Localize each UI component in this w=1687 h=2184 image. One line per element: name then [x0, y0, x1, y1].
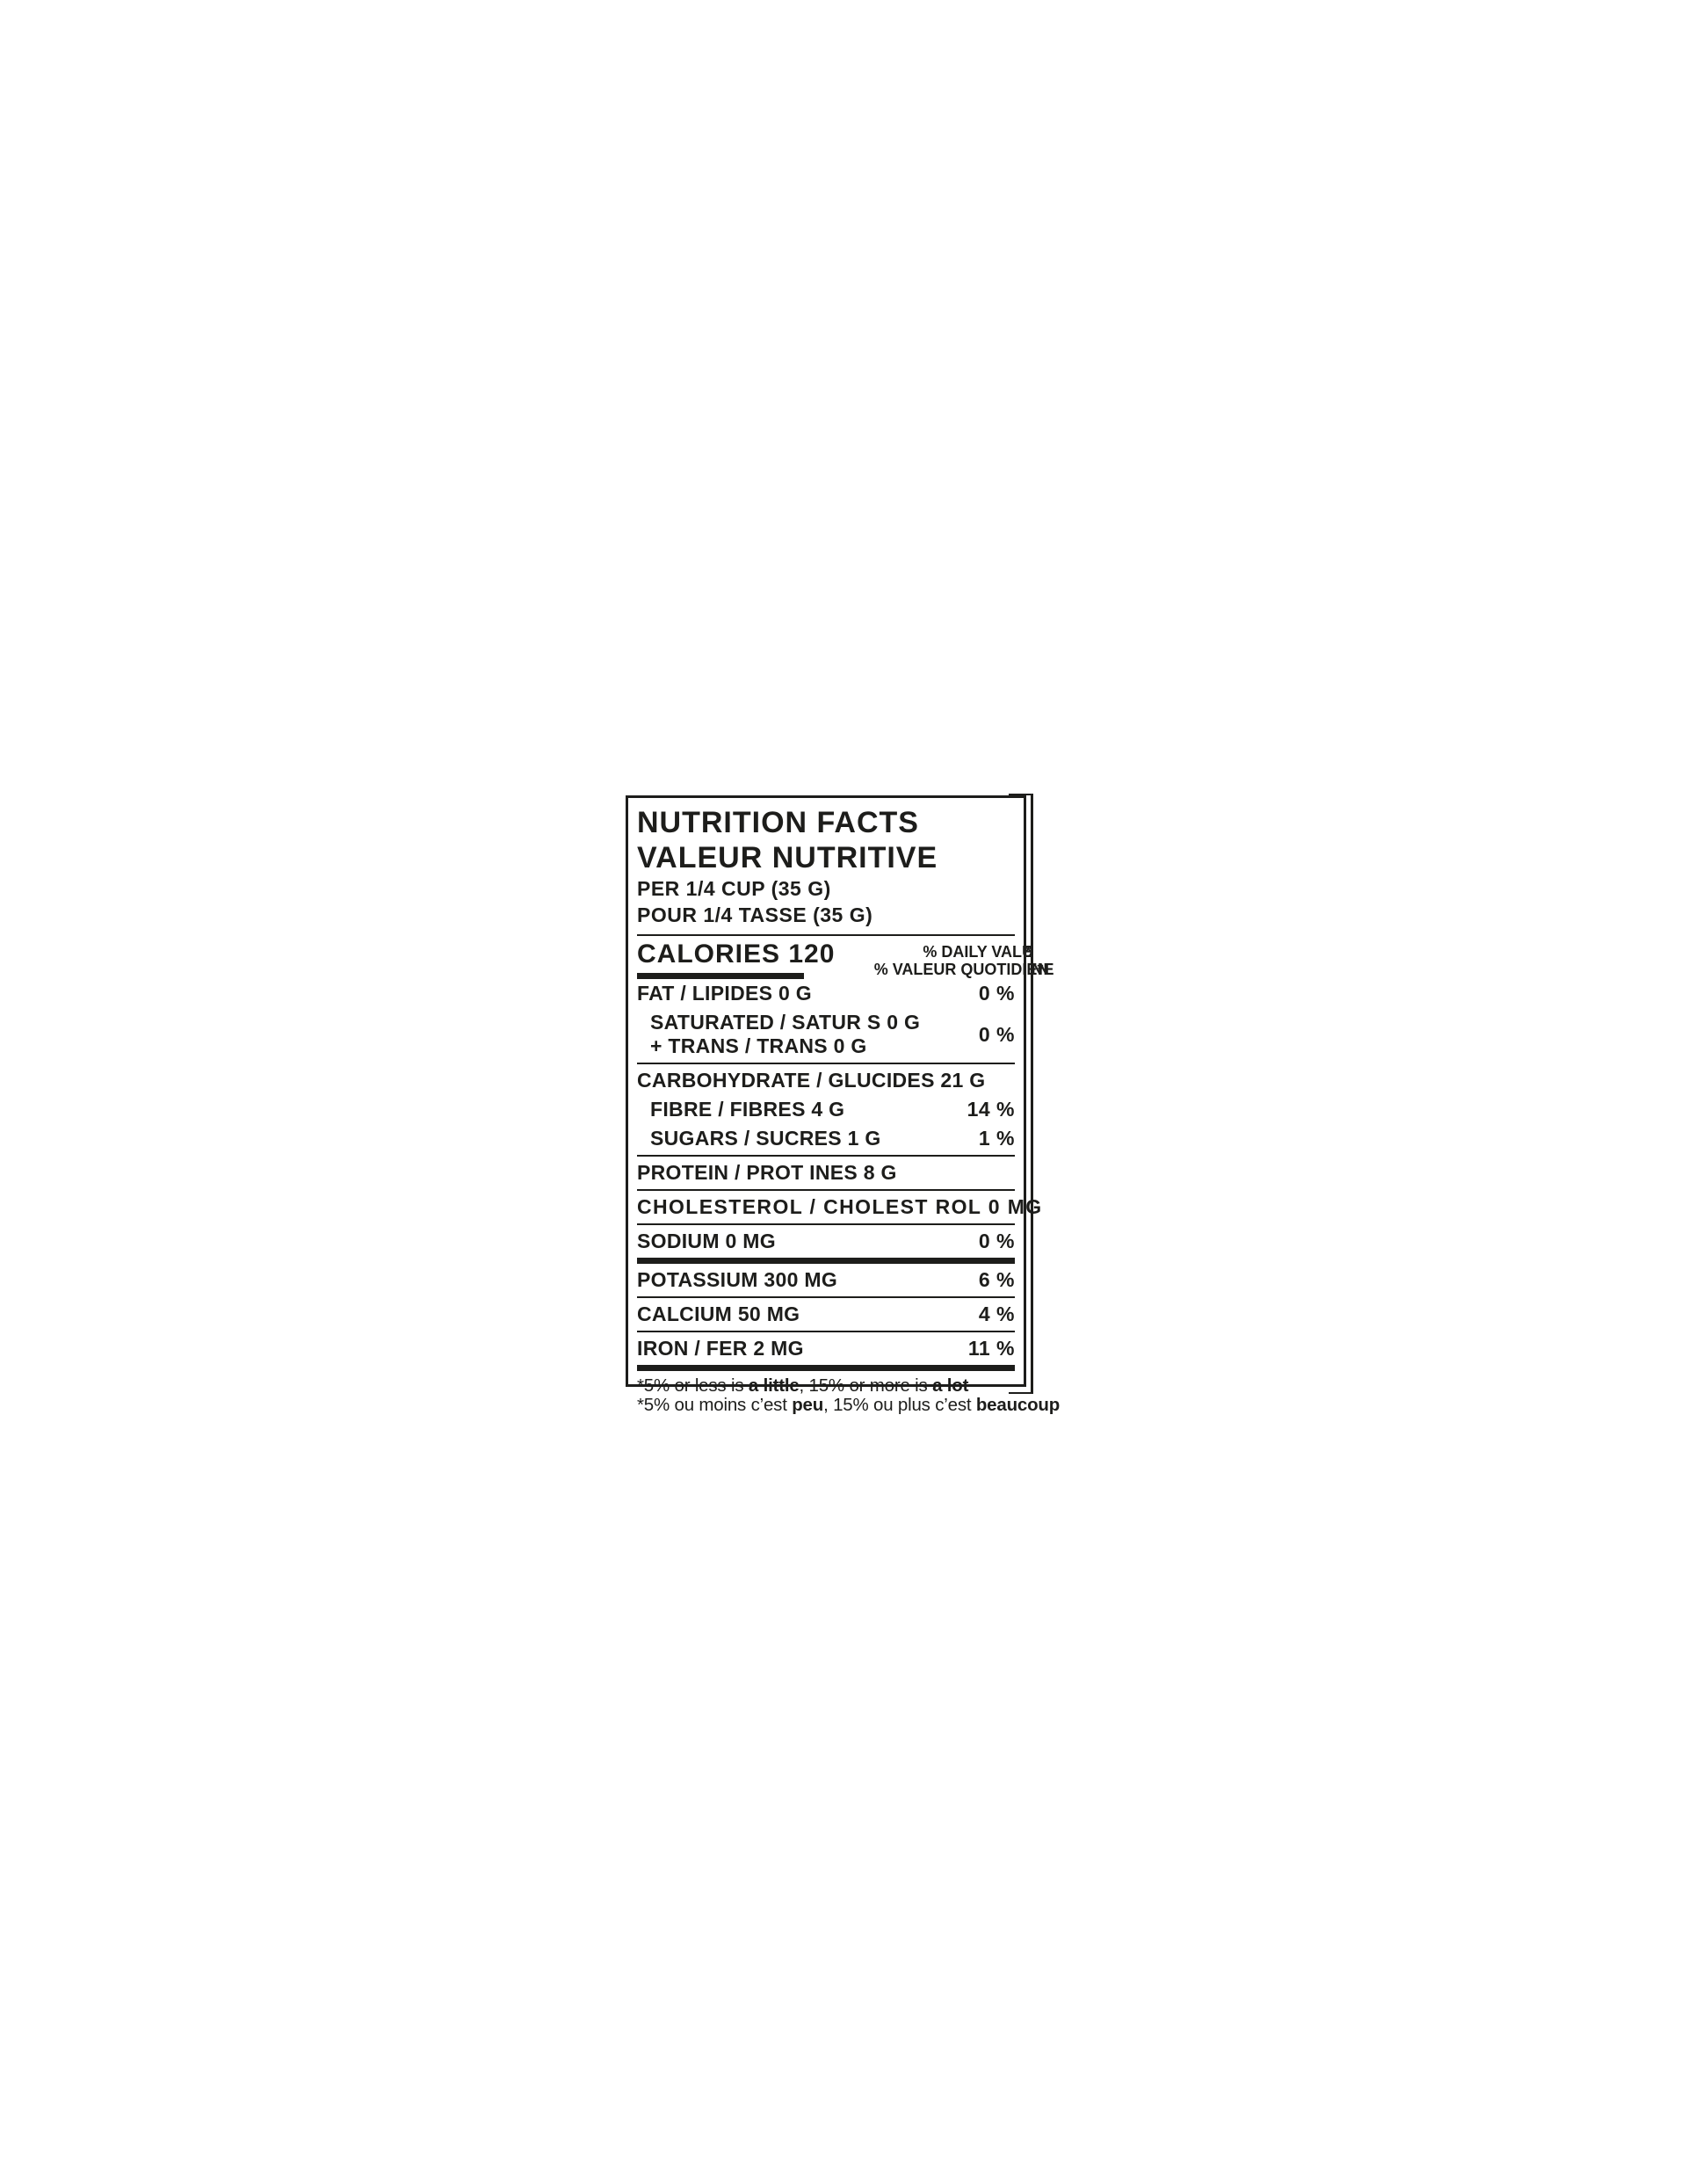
daily-value-header [873, 940, 1048, 978]
nutrition-facts-label [626, 795, 1061, 1415]
daily-value-en-glitch: U*E [1022, 943, 1025, 961]
separator-thin [637, 1155, 1015, 1157]
separator-thin [637, 934, 1015, 936]
daily-value-header-en [874, 943, 1025, 961]
calories-underline [637, 973, 804, 979]
separator-thick [637, 1258, 1015, 1264]
separator-thin [637, 1296, 1015, 1298]
title-en: NUTRITION FACTS [637, 806, 919, 839]
daily-value-fr-text: % VALEUR QUOTIDI [873, 961, 1027, 978]
row-cholesterol-name: CHOLESTEROL / CHOLEST ROL 0 MG [637, 1195, 1043, 1218]
calories-block [637, 940, 835, 979]
row-sodium-name: SODIUM 0 MG [637, 1230, 776, 1252]
title-fr: VALEUR NUTRITIVE [637, 841, 938, 874]
row-calcium-name: CALCIUM 50 MG [637, 1302, 800, 1325]
row-saturated-line1: SATURATED / SATUR S 0 G [650, 1011, 921, 1034]
row-protein [637, 1158, 1015, 1187]
row-calcium [637, 1300, 1015, 1329]
calories-row [637, 940, 1048, 979]
label-header [637, 805, 1015, 928]
row-potassium-pct: 6 % [978, 1268, 1015, 1291]
serving-size-en: PER 1/4 CUP (35 G) [637, 877, 831, 900]
row-sodium-pct: 0 % [978, 1230, 1015, 1252]
separator-thin [637, 1331, 1015, 1332]
row-sugars-pct: 1 % [978, 1127, 1015, 1150]
calories-value: CALORIES 120 [637, 940, 836, 969]
separator-thin [637, 1223, 1015, 1225]
daily-value-header-fr [874, 961, 1048, 978]
row-fat [637, 979, 1015, 1008]
row-cholesterol [637, 1193, 1043, 1222]
footnote-en-part1: *5% or less is [637, 1375, 749, 1396]
row-iron-name: IRON / FER 2 MG [637, 1337, 804, 1360]
separator-thick [637, 1365, 1015, 1371]
row-sodium [637, 1227, 1015, 1256]
row-calcium-pct: 4 % [978, 1302, 1015, 1325]
row-iron-pct: 11 % [967, 1337, 1015, 1360]
row-sugars [637, 1124, 1015, 1153]
daily-value-fr-glitch: EN*NE [1026, 961, 1048, 978]
row-fibre-pct: 14 % [967, 1098, 1015, 1121]
separator-thin [637, 1063, 1015, 1064]
row-saturated-trans-name [637, 1011, 920, 1058]
row-fibre-name: FIBRE / FIBRES 4 G [650, 1098, 845, 1121]
footnote-fr-part1: *5% ou moins c’est [637, 1395, 793, 1415]
footnote-fr-part2: , 15% ou plus c’est [823, 1395, 976, 1415]
row-protein-name: PROTEIN / PROT INES 8 G [637, 1161, 897, 1184]
footnote-en-bold1: a little [748, 1375, 800, 1396]
footnote-fr-bold2: beaucoup [975, 1395, 1061, 1415]
footnote-en-part2: , 15% or more is [799, 1375, 933, 1396]
footnote-fr [637, 1395, 1061, 1415]
row-fibre [637, 1095, 1015, 1124]
row-sugars-name: SUGARS / SUCRES 1 G [650, 1127, 881, 1150]
footnote-en [637, 1376, 1015, 1396]
row-carbohydrate-name: CARBOHYDRATE / GLUCIDES 21 G [637, 1069, 986, 1092]
row-fat-name: FAT / LIPIDES 0 G [637, 982, 812, 1005]
row-carbohydrate [637, 1066, 1015, 1095]
separator-thin [637, 1189, 1015, 1191]
row-fat-pct: 0 % [978, 982, 1015, 1005]
daily-value-en-text: % DAILY VAL [923, 943, 1023, 961]
row-potassium [637, 1266, 1015, 1295]
row-saturated-trans [637, 1008, 1015, 1061]
row-iron [637, 1334, 1015, 1363]
row-saturated-trans-pct: 0 % [978, 1022, 1015, 1046]
footnote-fr-bold1: peu [792, 1395, 824, 1415]
label-box [626, 795, 1061, 1415]
footnote-en-bold2: a lot [932, 1375, 969, 1396]
serving-size-fr: POUR 1/4 TASSE (35 G) [637, 903, 873, 926]
row-trans-line2: + TRANS / TRANS 0 G [650, 1034, 867, 1057]
row-potassium-name: POTASSIUM 300 MG [637, 1268, 838, 1291]
